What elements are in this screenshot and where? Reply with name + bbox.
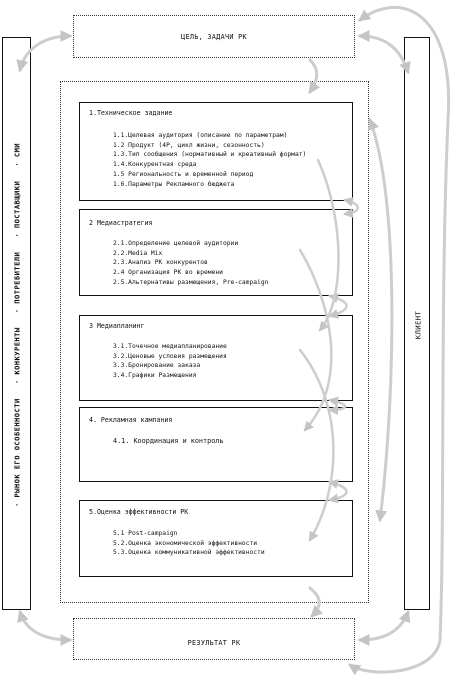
stage-item: 2.1.Определение целевой аудитории [113, 240, 239, 247]
stage-media-strategy [79, 209, 353, 296]
stage-item: 1.3.Тип сообщения (нормативный и креативный формат) [113, 151, 307, 159]
stage-item: 5.3.Оценка коммуникативной эффективности [113, 549, 265, 557]
stage-item: 5.1 Post-campaign [113, 530, 178, 537]
stage-title: 4. Рекламная кампания [89, 416, 173, 424]
stage-item: 2.2.Media Mix [113, 249, 163, 257]
result-label: РЕЗУЛЬТАТ РК [187, 639, 241, 647]
factor-market: · РЫНОК ЕГО ОСОБЕННОСТИ [12, 398, 22, 508]
stage-items [113, 437, 224, 447]
stage-item: 4.1. Координация и контроль [113, 437, 224, 445]
stage-item: 1.4.Конкурентная среда [113, 161, 197, 169]
stage-item: 2.5.Альтернативы размещения, Pre-campaign [113, 278, 269, 286]
stage-title: 5.Оценка эффективности РК [89, 508, 189, 516]
arrow-goal-client [360, 36, 408, 72]
stage-items [113, 529, 265, 558]
stage-item: 2.4 Организация РК во времени [113, 269, 223, 277]
stage-item: 3.1.Точечное медиапланирование [113, 343, 227, 350]
market-factors-label [13, 143, 22, 507]
stage-title: 1.Техническое задание [89, 109, 173, 117]
market-factors-panel [2, 37, 31, 610]
arrow-inner-right [370, 120, 392, 520]
stage-ad-campaign [79, 407, 353, 482]
client-label: КЛИЕНТ [413, 310, 423, 340]
stage-item: 1.5 Региональность и временной период [113, 170, 254, 178]
stage-technical-task [79, 102, 353, 201]
stage-item: 2.3.Анализ РК конкурентов [113, 259, 208, 267]
stage-item: 5.2.Оценка экономической эффективности [113, 539, 258, 547]
stage-title: 3 Медиапланинг [89, 322, 145, 330]
goal-label: ЦЕЛЬ, ЗАДАЧИ РК [181, 33, 247, 41]
stage-item: 3.4.Графики Размещения [113, 372, 197, 380]
stage-effectiveness [79, 500, 353, 577]
stage-items [113, 239, 268, 288]
stage-title: 2 Медиастратегия [89, 219, 153, 227]
stage-items [113, 342, 227, 381]
result-box [73, 618, 355, 660]
arrow-result-client [360, 612, 408, 640]
stage-item: 3.3.Бронирование заказа [113, 362, 201, 370]
stage-item: 1.1.Целевая аудитория (описание по параметрам) [113, 132, 288, 139]
stage-item: 3.2.Ценовые условия размещения [113, 352, 227, 360]
factor-suppliers: · ПОСТАВЩИКИ [12, 180, 22, 238]
stage-item: 1.2 Продукт (4Р, цикл жизни, сезонность) [113, 141, 265, 149]
goal-box [73, 15, 355, 58]
factor-competitors: · КОНКУРЕНТЫ [12, 327, 22, 385]
stage-media-planning [79, 315, 353, 401]
arrow-result-market [20, 612, 70, 640]
stage-items [113, 131, 306, 189]
factor-consumers: · ПОТРЕБИТЕЛИ [12, 251, 22, 314]
stage-item: 1.6.Параметры Рекламного бюджета [113, 180, 235, 188]
factor-media: · СМИ [12, 142, 22, 167]
client-panel [404, 37, 430, 610]
